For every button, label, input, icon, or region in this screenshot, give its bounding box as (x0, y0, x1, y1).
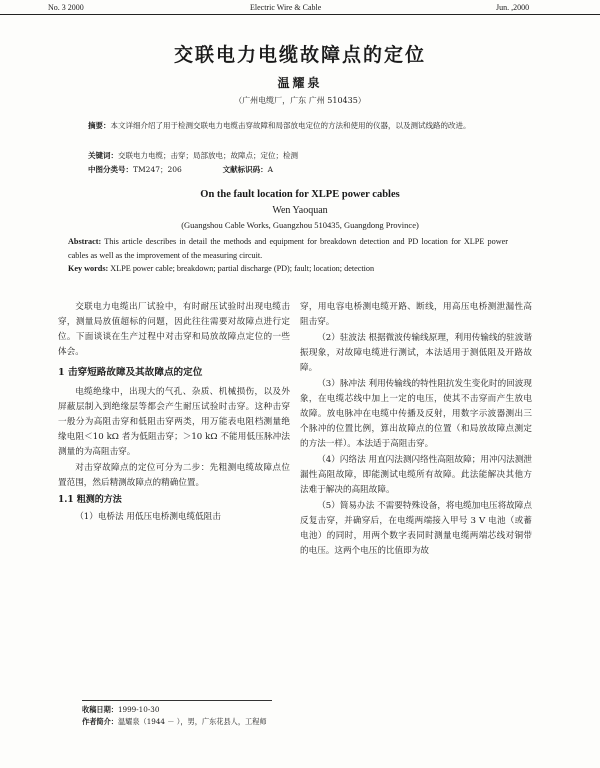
english-abstract (68, 235, 508, 276)
doc-code-label: 文献标识码： (222, 165, 268, 174)
class-label: 中图分类号： (88, 165, 133, 174)
class-value: TM247；206 (133, 165, 182, 174)
doc-code-value: A (267, 165, 274, 174)
issue-date: Jun. ,2000 (496, 3, 530, 12)
author-name: 温耀泉 (277, 76, 323, 90)
english-abstract-label: Abstract: (68, 237, 102, 246)
abstract-cn-label: 摘要： (88, 121, 111, 130)
english-keywords-text: XLPE power cable; breakdown; partial discharge (PD); fault; location; detection (108, 264, 375, 273)
keywords-cn-text: 交联电力电缆；击穿；局部放电；故障点；定位；检测 (118, 151, 298, 160)
method-5-paragraph: （5）简易办法 不需要特殊设备，将电缆加电压将故障点反复击穿，并确穿后，在电缆两端接入甲号 3 V 电池（或蓄电池）的同时，用两个数字表同时测量电缆两端芯线对铜带的电压。这两个电压的比值即为故 (300, 501, 532, 556)
method-1-continued: 穿，用电容电桥测电缆开路、断线，用高压电桥测泄漏性高阻击穿。 (300, 302, 532, 327)
keywords-cn-label: 关键词： (88, 151, 118, 160)
body-column-right (300, 300, 532, 560)
running-header (0, 0, 600, 15)
keywords-cn (88, 150, 514, 163)
bio-value: 温耀泉（1944 － ），男，广东花县人，工程师 (117, 717, 267, 726)
method-2-paragraph: （2）驻波法 根据微波传输线原理，利用传输线的驻波谐振现象，对故障电缆进行测试，本法适用于测低阻及开路故障。 (300, 333, 532, 373)
journal-name: Electric Wire & Cable (250, 3, 322, 12)
english-keywords-label: Key words: (68, 264, 109, 273)
article-title: 交联电力电缆故障点的定位 (173, 44, 426, 66)
section-1-paragraph-2: 对击穿故障点的定位可分为二步：先粗测电缆故障点位置范围，然后精测故障点的精确位置。 (58, 463, 290, 488)
section-1-paragraph-1: 电缆绝缘中，出现大的气孔、杂质、机械损伤，以及外屏蔽层制入到绝缘层等都会产生耐压试验时击穿。这种击穿一般分为高阻击穿和低阻击穿两类，用万能表电阻档测量绝缘电阻＜10 kΩ 者为低阻击穿；＞10 kΩ 不能用低压脉冲法测量的为高阻击穿。 (58, 387, 290, 457)
english-affiliation: (Guangshou Cable Works, Guangzhou 510435, Guangdong Province) (181, 220, 419, 230)
intro-paragraph: 交联电力电缆出厂试验中，有时耐压试验时出现电缆击穿，测量局放值超标的问题，因此往往需要对故障点进行定位。下面谈谈在生产过程中对击穿和局放故障点定位的一些体会。 (58, 302, 290, 357)
english-abstract-body (68, 235, 508, 262)
method-3-paragraph: （3）脉冲法 利用传输线的特性阻抗发生变化时的回波现象，在电缆芯线中加上一定的电压，使其不击穿而产生放电故障。放电脉冲在电缆中传播及反射，用数字示波器测出三个脉冲的位置比例，算出故障点的位置（和局放故障点测定的方法一样）。本法适于高阻击穿。 (300, 379, 532, 449)
subsection-1-1-paragraph: （1）电桥法 用低压电桥测电缆低阻击 (75, 512, 221, 522)
bio-label: 作者简介： (82, 717, 118, 726)
issue-number: No. 3 2000 (48, 3, 84, 12)
method-4-paragraph: （4）闪络法 用直闪法测闪络性高阻故障；用冲闪法测泄漏性高阻故障，即能测试电缆所有故障。此法能解决其他方法难于解决的高阻故障。 (300, 455, 532, 495)
author-affiliation: （广州电缆厂，广东 广州 510435） (234, 96, 366, 105)
classification (88, 164, 514, 177)
abstract-cn-text: 本文详细介绍了用于检测交联电力电缆击穿故障和局部放电定位的方法和使用的仪器，以及测试线路的改进。 (110, 121, 471, 130)
received-date (82, 704, 272, 716)
received-value: 1999-10-30 (117, 705, 160, 714)
received-label: 收稿日期： (82, 705, 118, 714)
english-abstract-text: This article describes in detail the methods and equipment for breakdown detection and PD location for XLPE power cables as well as the improvement of the measuring circuit. (68, 237, 508, 260)
english-title: On the fault location for XLPE power cables (200, 189, 400, 200)
abstract-cn (88, 120, 514, 133)
subsection-heading-1-1: 1.1 粗测的方法 (58, 495, 122, 505)
english-author: Wen Yaoquan (272, 205, 328, 216)
author-bio (82, 716, 272, 728)
body-column-left (58, 300, 290, 526)
section-heading-1: 1 击穿短路故障及其故障点的定位 (58, 367, 203, 378)
footnote (82, 700, 272, 728)
english-keywords (68, 262, 508, 276)
